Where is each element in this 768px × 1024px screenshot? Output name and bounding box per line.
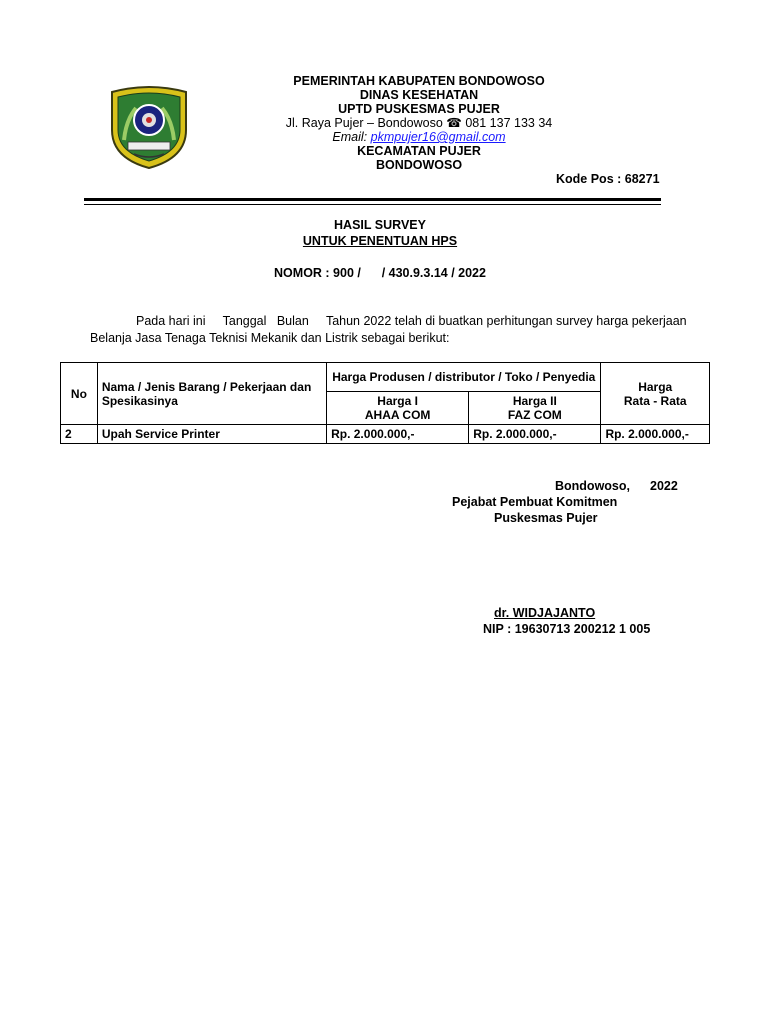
header-price-1-vendor: AHAA COM (364, 408, 431, 422)
header-average-line-1: Harga (638, 379, 673, 394)
header-item-name: Nama / Jenis Barang / Pekerjaan dan Spesikasinya (97, 363, 326, 425)
header-price-1 (327, 392, 469, 425)
doc-number: NOMOR : 900 / / 430.9.3.14 / 2022 (274, 266, 486, 280)
signature-position-1: Pejabat Pembuat Komitmen (452, 495, 618, 509)
header-no: No (61, 363, 98, 425)
header-price-2-vendor: FAZ COM (507, 408, 562, 422)
header-price-1-label: Harga I (377, 394, 418, 408)
phone-icon: ☎ (446, 116, 462, 130)
address-text: Jl. Raya Pujer – Bondowoso (285, 116, 443, 130)
header-price-2-label: Harga II (512, 394, 557, 408)
signature-year: 2022 (650, 479, 678, 493)
email-label: Email: (332, 130, 368, 144)
table-row (61, 425, 710, 444)
doc-title: HASIL SURVEY (334, 218, 426, 232)
letterhead-line-2: DINAS KESEHATAN (359, 88, 479, 102)
intro-line-2: Belanja Jasa Tenaga Teknisi Mekanik dan Listrik sebagai berikut: (90, 331, 450, 345)
letterhead-email (228, 130, 610, 145)
intro-line-1: Pada hari ini Tanggal Bulan Tahun 2022 telah di buatkan perhitungan survey harga pekerjaan (136, 314, 687, 328)
regency-crest-icon (106, 80, 192, 170)
header-average (601, 363, 710, 425)
cell-item-name: Upah Service Printer (97, 425, 326, 444)
header-average-line-2: Rata - Rata (623, 393, 687, 408)
letterhead-line-3: UPTD PUSKESMAS PUJER (338, 102, 500, 116)
phone-number: 081 137 133 34 (465, 116, 553, 130)
signature-place: Bondowoso, (555, 479, 630, 493)
signature-position-2: Puskesmas Pujer (494, 511, 598, 525)
signatory-name: dr. WIDJAJANTO (494, 606, 596, 620)
header-rule-thick (84, 198, 661, 201)
cell-average: Rp. 2.000.000,- (601, 425, 710, 444)
letterhead-line-1: PEMERINTAH KABUPATEN BONDOWOSO (293, 74, 545, 88)
survey-table (60, 362, 710, 444)
header-rule-thin (84, 204, 661, 205)
header-price-2 (469, 392, 601, 425)
header-price-group: Harga Produsen / distributor / Toko / Penyedia (327, 363, 601, 392)
letterhead-address (228, 116, 610, 131)
email-link[interactable]: pkmpujer16@gmail.com (370, 130, 506, 144)
letterhead-line-5: BONDOWOSO (375, 158, 463, 172)
doc-subtitle: UNTUK PENENTUAN HPS (302, 234, 458, 248)
signatory-nip: NIP : 19630713 200212 1 005 (483, 622, 651, 636)
cell-no: 2 (61, 425, 98, 444)
cell-price-2: Rp. 2.000.000,- (469, 425, 601, 444)
letterhead-line-4: KECAMATAN PUJER (357, 144, 481, 158)
kode-pos: Kode Pos : 68271 (556, 172, 660, 186)
cell-price-1: Rp. 2.000.000,- (327, 425, 469, 444)
